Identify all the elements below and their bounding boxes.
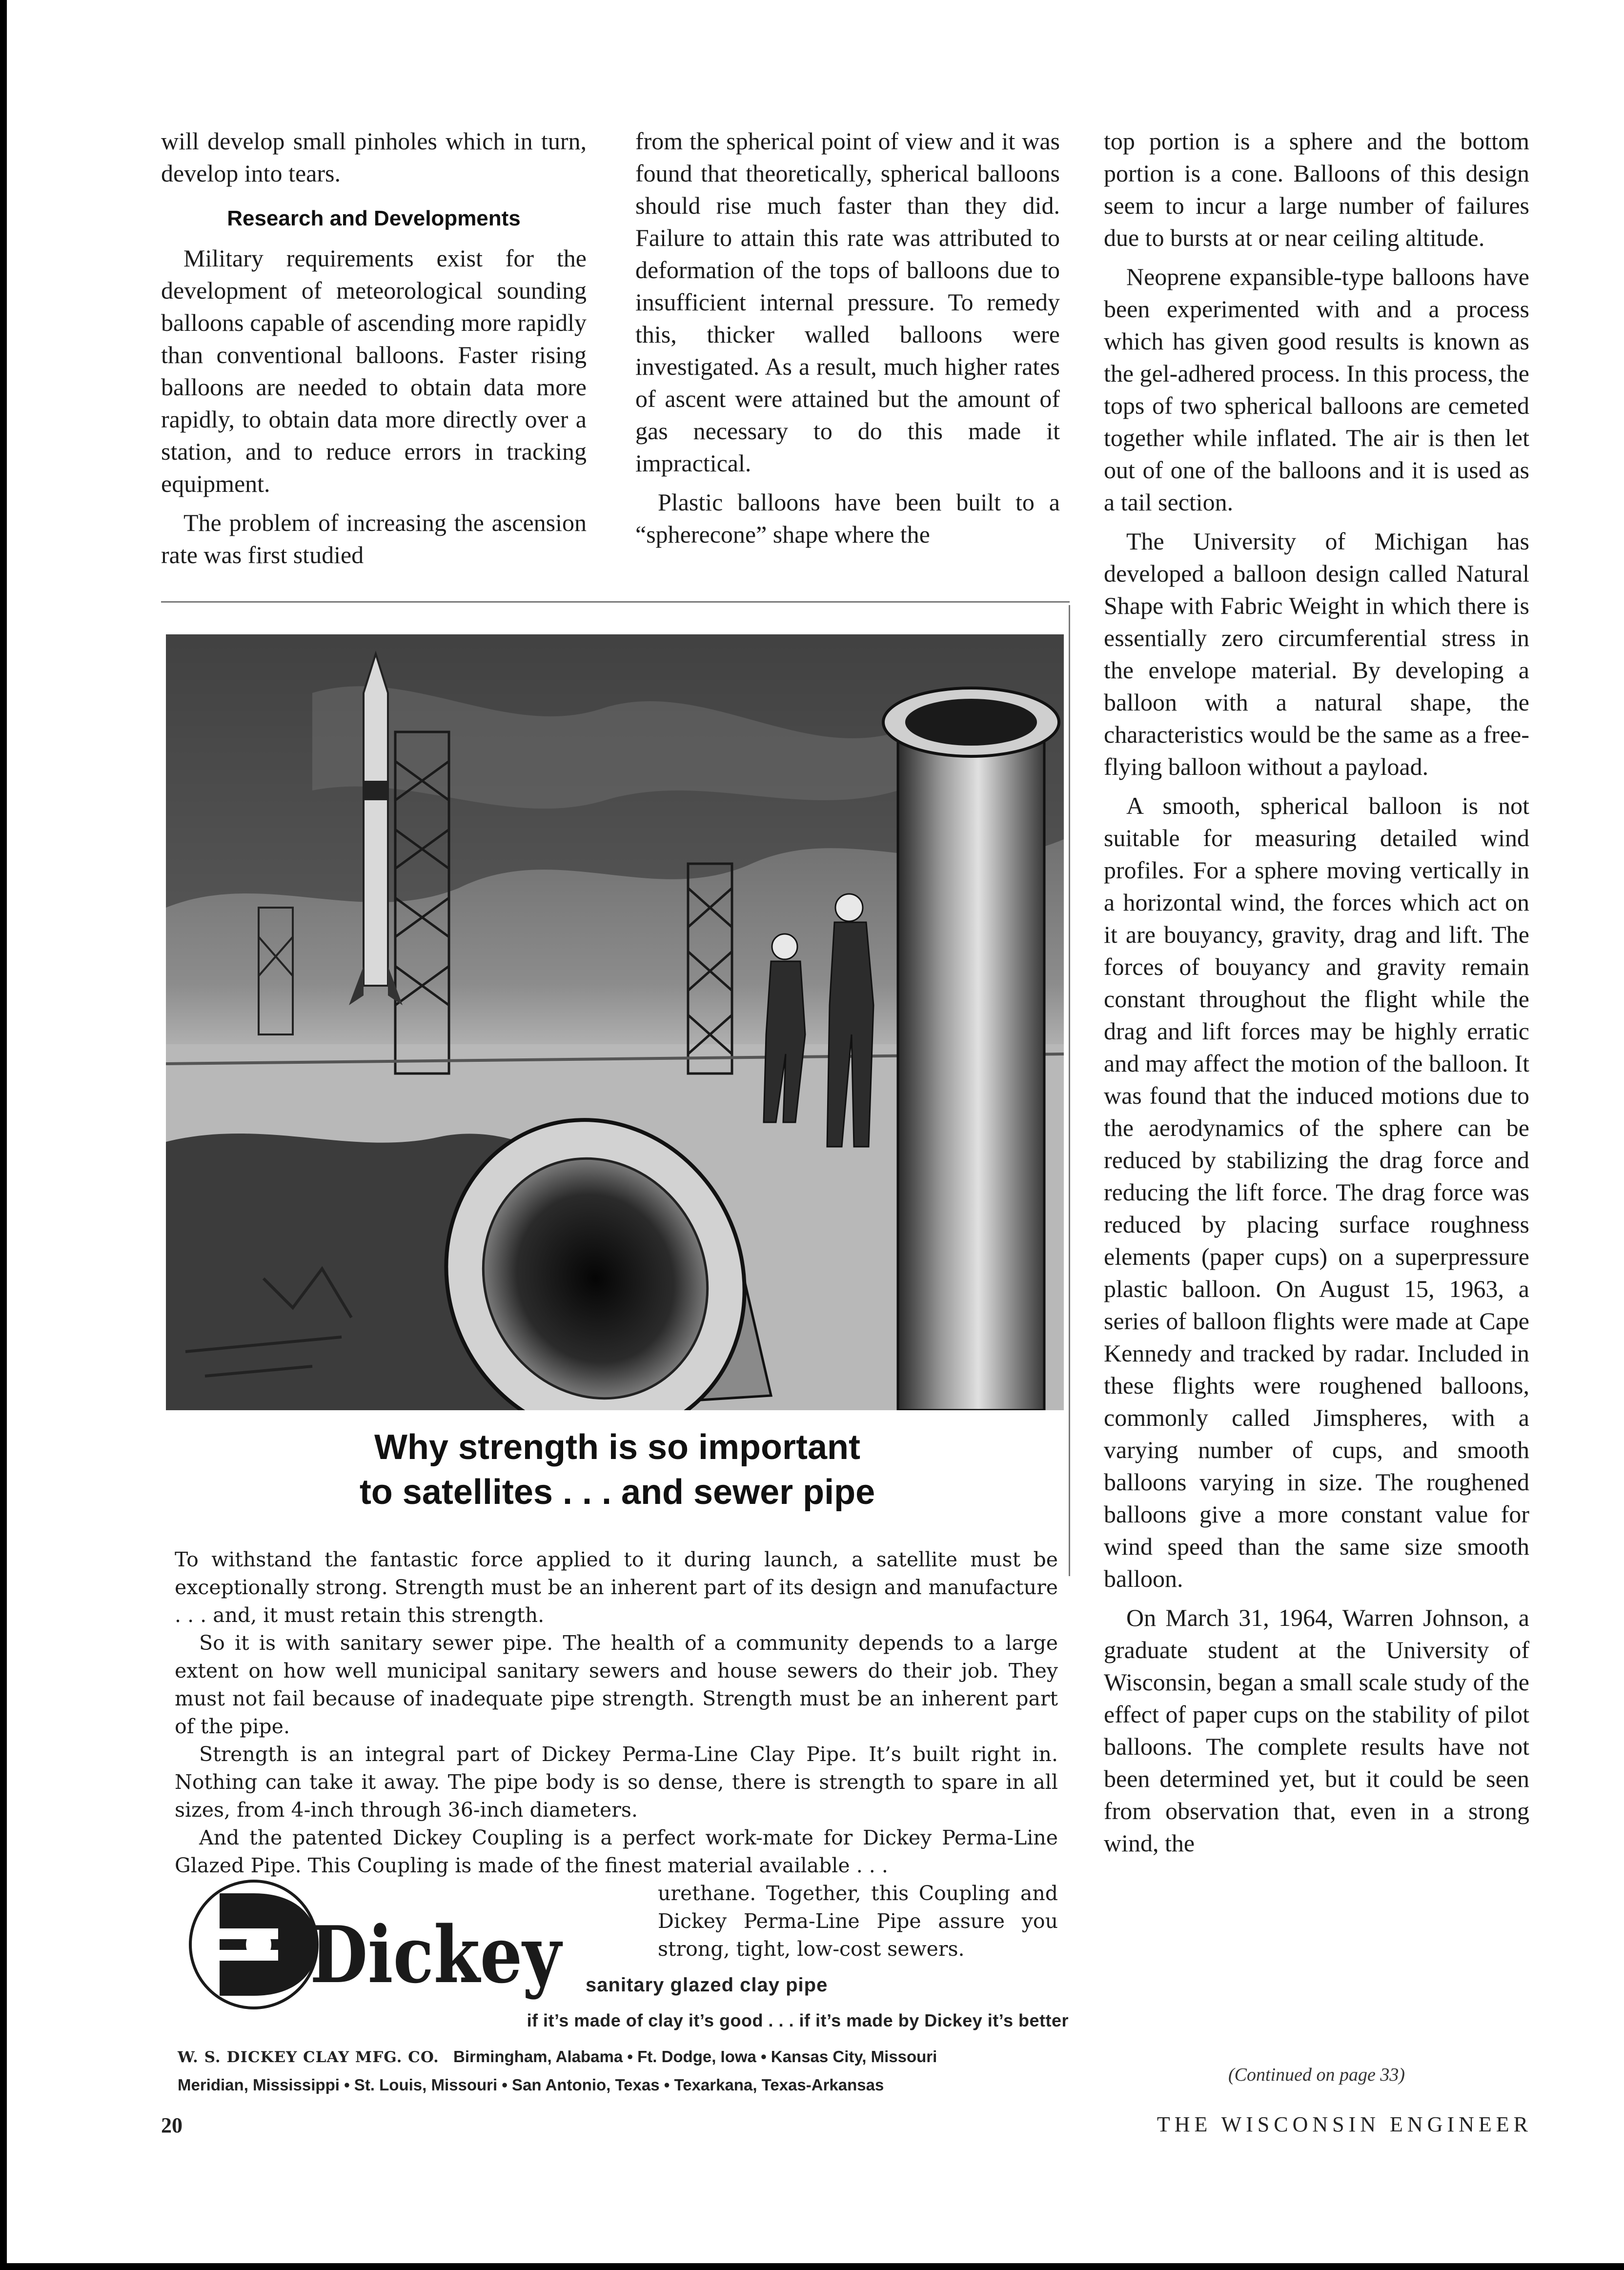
ad-right-rule xyxy=(1069,605,1070,1576)
ad-paragraph-4: And the patented Dickey Coupling is a perfect work-mate for Dickey Perma-Line Glazed Pipe. This Coupling is made of the finest material available . . . xyxy=(175,1826,1058,1877)
scan-edge-left xyxy=(0,0,7,2270)
company-name: W. S. DICKEY CLAY MFG. CO. xyxy=(178,2048,439,2066)
logo-wordmark: Dickey xyxy=(310,1909,563,2001)
col3-paragraph-5: On March 31, 1964, Warren Johnson, a graduate student at the University of Wisconsin, began a small scale study of the effect of paper cups on the stability of pilot balloons. The complete results have not been determined yet, but it could be seen from observation that, even in a strong wind, the xyxy=(1104,1604,1529,1857)
article-column-1 xyxy=(161,125,587,578)
col3-paragraph-2: Neoprene expansible-type balloons have been experimented with and a process which has given good results is known as the gel-adhered process. In this process, the tops of two spherical balloons are cemeted together while inflated. The air is then let out of one of the balloons and it is used as a tail section. xyxy=(1104,263,1529,516)
article-column-3 xyxy=(1104,125,1529,1866)
ad-headline xyxy=(166,1425,1069,1515)
journal-title: THE WISCONSIN ENGINEER xyxy=(1157,2112,1532,2136)
col1-paragraph-1: will develop small pinholes which in turn, develop into tears. xyxy=(161,127,587,187)
dickey-logo xyxy=(185,1874,576,2015)
ad-slogan: if it’s made of clay it’s good . . . if it’s made by Dickey it’s better xyxy=(527,2010,1069,2030)
col3-paragraph-1: top portion is a sphere and the bottom portion is a cone. Balloons of this design seem to incur a large number of failures due to bursts at or near ceiling altitude. xyxy=(1104,127,1529,251)
vertical-pipe xyxy=(883,688,1059,1410)
ad-headline-line-1: Why strength is so important xyxy=(374,1428,861,1467)
launch-site-illustration xyxy=(166,634,1064,1410)
article-column-2 xyxy=(635,125,1060,557)
locations-line-2: Meridian, Mississippi • St. Louis, Missouri • San Antonio, Texas • Texarkana, Texas-Arkansas xyxy=(178,2076,884,2094)
ad-paragraph-2: So it is with sanitary sewer pipe. The health of a community depends to a large extent on how well municipal sanitary sewers and house sewers do their job. They must not fail because of inadequate pipe strength. Strength must be an inherent part of the pipe. xyxy=(175,1631,1058,1738)
col1-paragraph-3: The problem of increasing the ascension rate was first studied xyxy=(161,509,587,568)
ad-top-rule xyxy=(161,601,1070,603)
company-address-line-1 xyxy=(178,2047,1069,2066)
col3-paragraph-4: A smooth, spherical balloon is not suitable for measuring detailed wind profiles. For a sphere moving vertically in a horizontal wind, the forces which act on it are bouyancy, gravity, drag and lift. The forces of bouyancy and gravity remain constant throughout the flight while the drag and lift forces may be highly erratic and may affect the motion of the balloon. It was found that the induced motions due to the aerodynamics of the sphere can be reduced by stabilizing the drag force and reducing the lift force. The drag force was reduced by placing surface roughness elements (paper cups) on a superpressure plastic balloon. On August 15, 1963, a series of balloon flights were made at Cape Kennedy and tracked by radar. Included in these flights were roughened balloons, commonly called Jimspheres, with a varying number of cups, and smooth balloons varying in size. The roughened balloons give a more constant value for wind speed than the same size smooth balloon. xyxy=(1104,792,1529,1592)
col2-paragraph-1: from the spherical point of view and it was found that theoretically, spherical balloons should rise much faster than they did. Failure to attain this rate was attributed to deformation of the tops of balloons due to insufficient internal pressure. To remedy this, thicker walled balloons were investigated. As a result, much higher rates of ascent were attained but the amount of gas necessary to do this made it impractical. xyxy=(635,127,1060,477)
section-heading: Research and Developments xyxy=(227,206,521,230)
continued-note: (Continued on page 33) xyxy=(1228,2065,1405,2085)
col1-paragraph-2: Military requirements exist for the development of meteorological sounding balloons capable of ascending more rapidly than conventional balloons. Faster rising balloons are needed to obtain data more rapidly, to obtain data more directly over a station, and to reduce errors in tracking equipment. xyxy=(161,244,587,497)
col3-paragraph-3: The University of Michigan has developed a balloon design called Natural Shape with Fabric Weight in which there is essentially zero circumferential stress in the envelope material. By developing a balloon with a natural shape, the characteristics would be the same as a free-flying balloon without a payload. xyxy=(1104,527,1529,780)
col2-paragraph-2: Plastic balloons have been built to a “spherecone” shape where the xyxy=(635,488,1060,548)
ad-paragraph-1: To withstand the fantastic force applied to it during launch, a satellite must be exceptionally strong. Strength must be an inherent part of its design and manufacture . . . and, it must retain this strength. xyxy=(175,1548,1058,1627)
ad-tagline: sanitary glazed clay pipe xyxy=(586,1974,828,1996)
locations-line-1: Birmingham, Alabama • Ft. Dodge, Iowa • Kansas City, Missouri xyxy=(453,2047,937,2066)
ad-paragraph-3: Strength is an integral part of Dickey Perma-Line Clay Pipe. It’s built right in. Nothing can take it away. The pipe body is so dense, there is strength to spare in all sizes, from 4-inch through 36-inch diameters. xyxy=(175,1743,1058,1822)
page-number: 20 xyxy=(161,2113,183,2137)
ad-paragraph-5: urethane. Together, this Coupling and Dickey Perma-Line Pipe assure you strong, tight, low-cost sewers. xyxy=(658,1882,1058,1961)
scan-edge-bottom xyxy=(0,2263,1624,2270)
ad-headline-line-2: to satellites . . . and sewer pipe xyxy=(359,1473,875,1512)
